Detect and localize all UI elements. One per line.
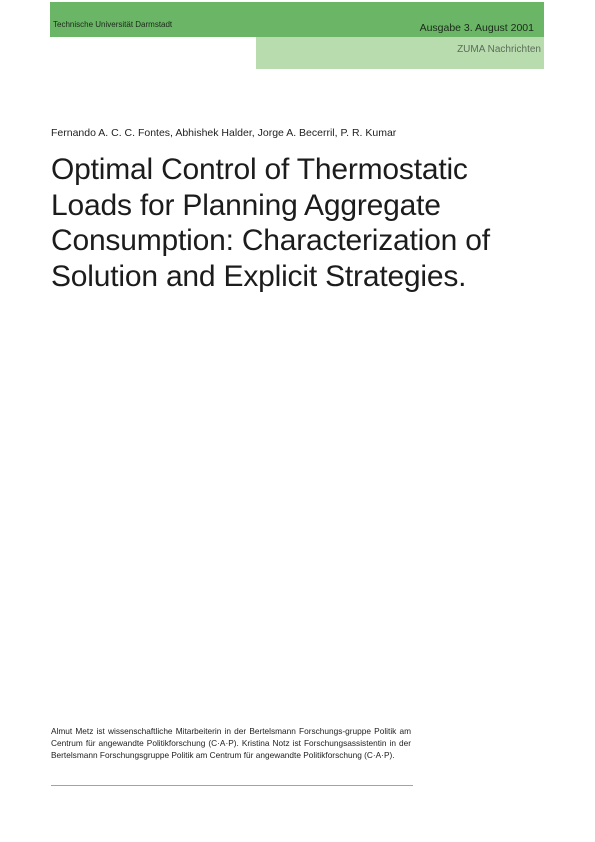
title-line: Loads for Planning Aggregate <box>51 188 441 222</box>
header-bar <box>50 2 544 37</box>
title-line: Solution and Explicit Strategies. <box>51 259 467 293</box>
footer-divider <box>51 785 413 786</box>
title-line: Optimal Control of Thermostatic <box>51 153 468 186</box>
article-title <box>51 152 551 294</box>
issue-date: Ausgabe 3. August 2001 <box>419 22 534 34</box>
subheader-bar <box>256 37 544 69</box>
title-line: Consumption: Characterization of <box>51 224 490 257</box>
author-bio-footnote: Almut Metz ist wissenschaftliche Mitarbeiterin in der Bertelsmann Forschungs-gruppe Politik am Centrum für angewandte Politikforschung (C·A·P). Kristina Notz ist Forschungsassistentin in der Bertelsmann Forschungsgruppe Politik am Centrum für angewandte Politikforschung (C·A·P). <box>51 726 411 761</box>
newsletter-name: ZUMA Nachrichten <box>457 44 541 55</box>
institution-name: Technische Universität Darmstadt <box>53 20 173 29</box>
author-list: Fernando A. C. C. Fontes, Abhishek Halder, Jorge A. Becerril, P. R. Kumar <box>51 127 397 139</box>
